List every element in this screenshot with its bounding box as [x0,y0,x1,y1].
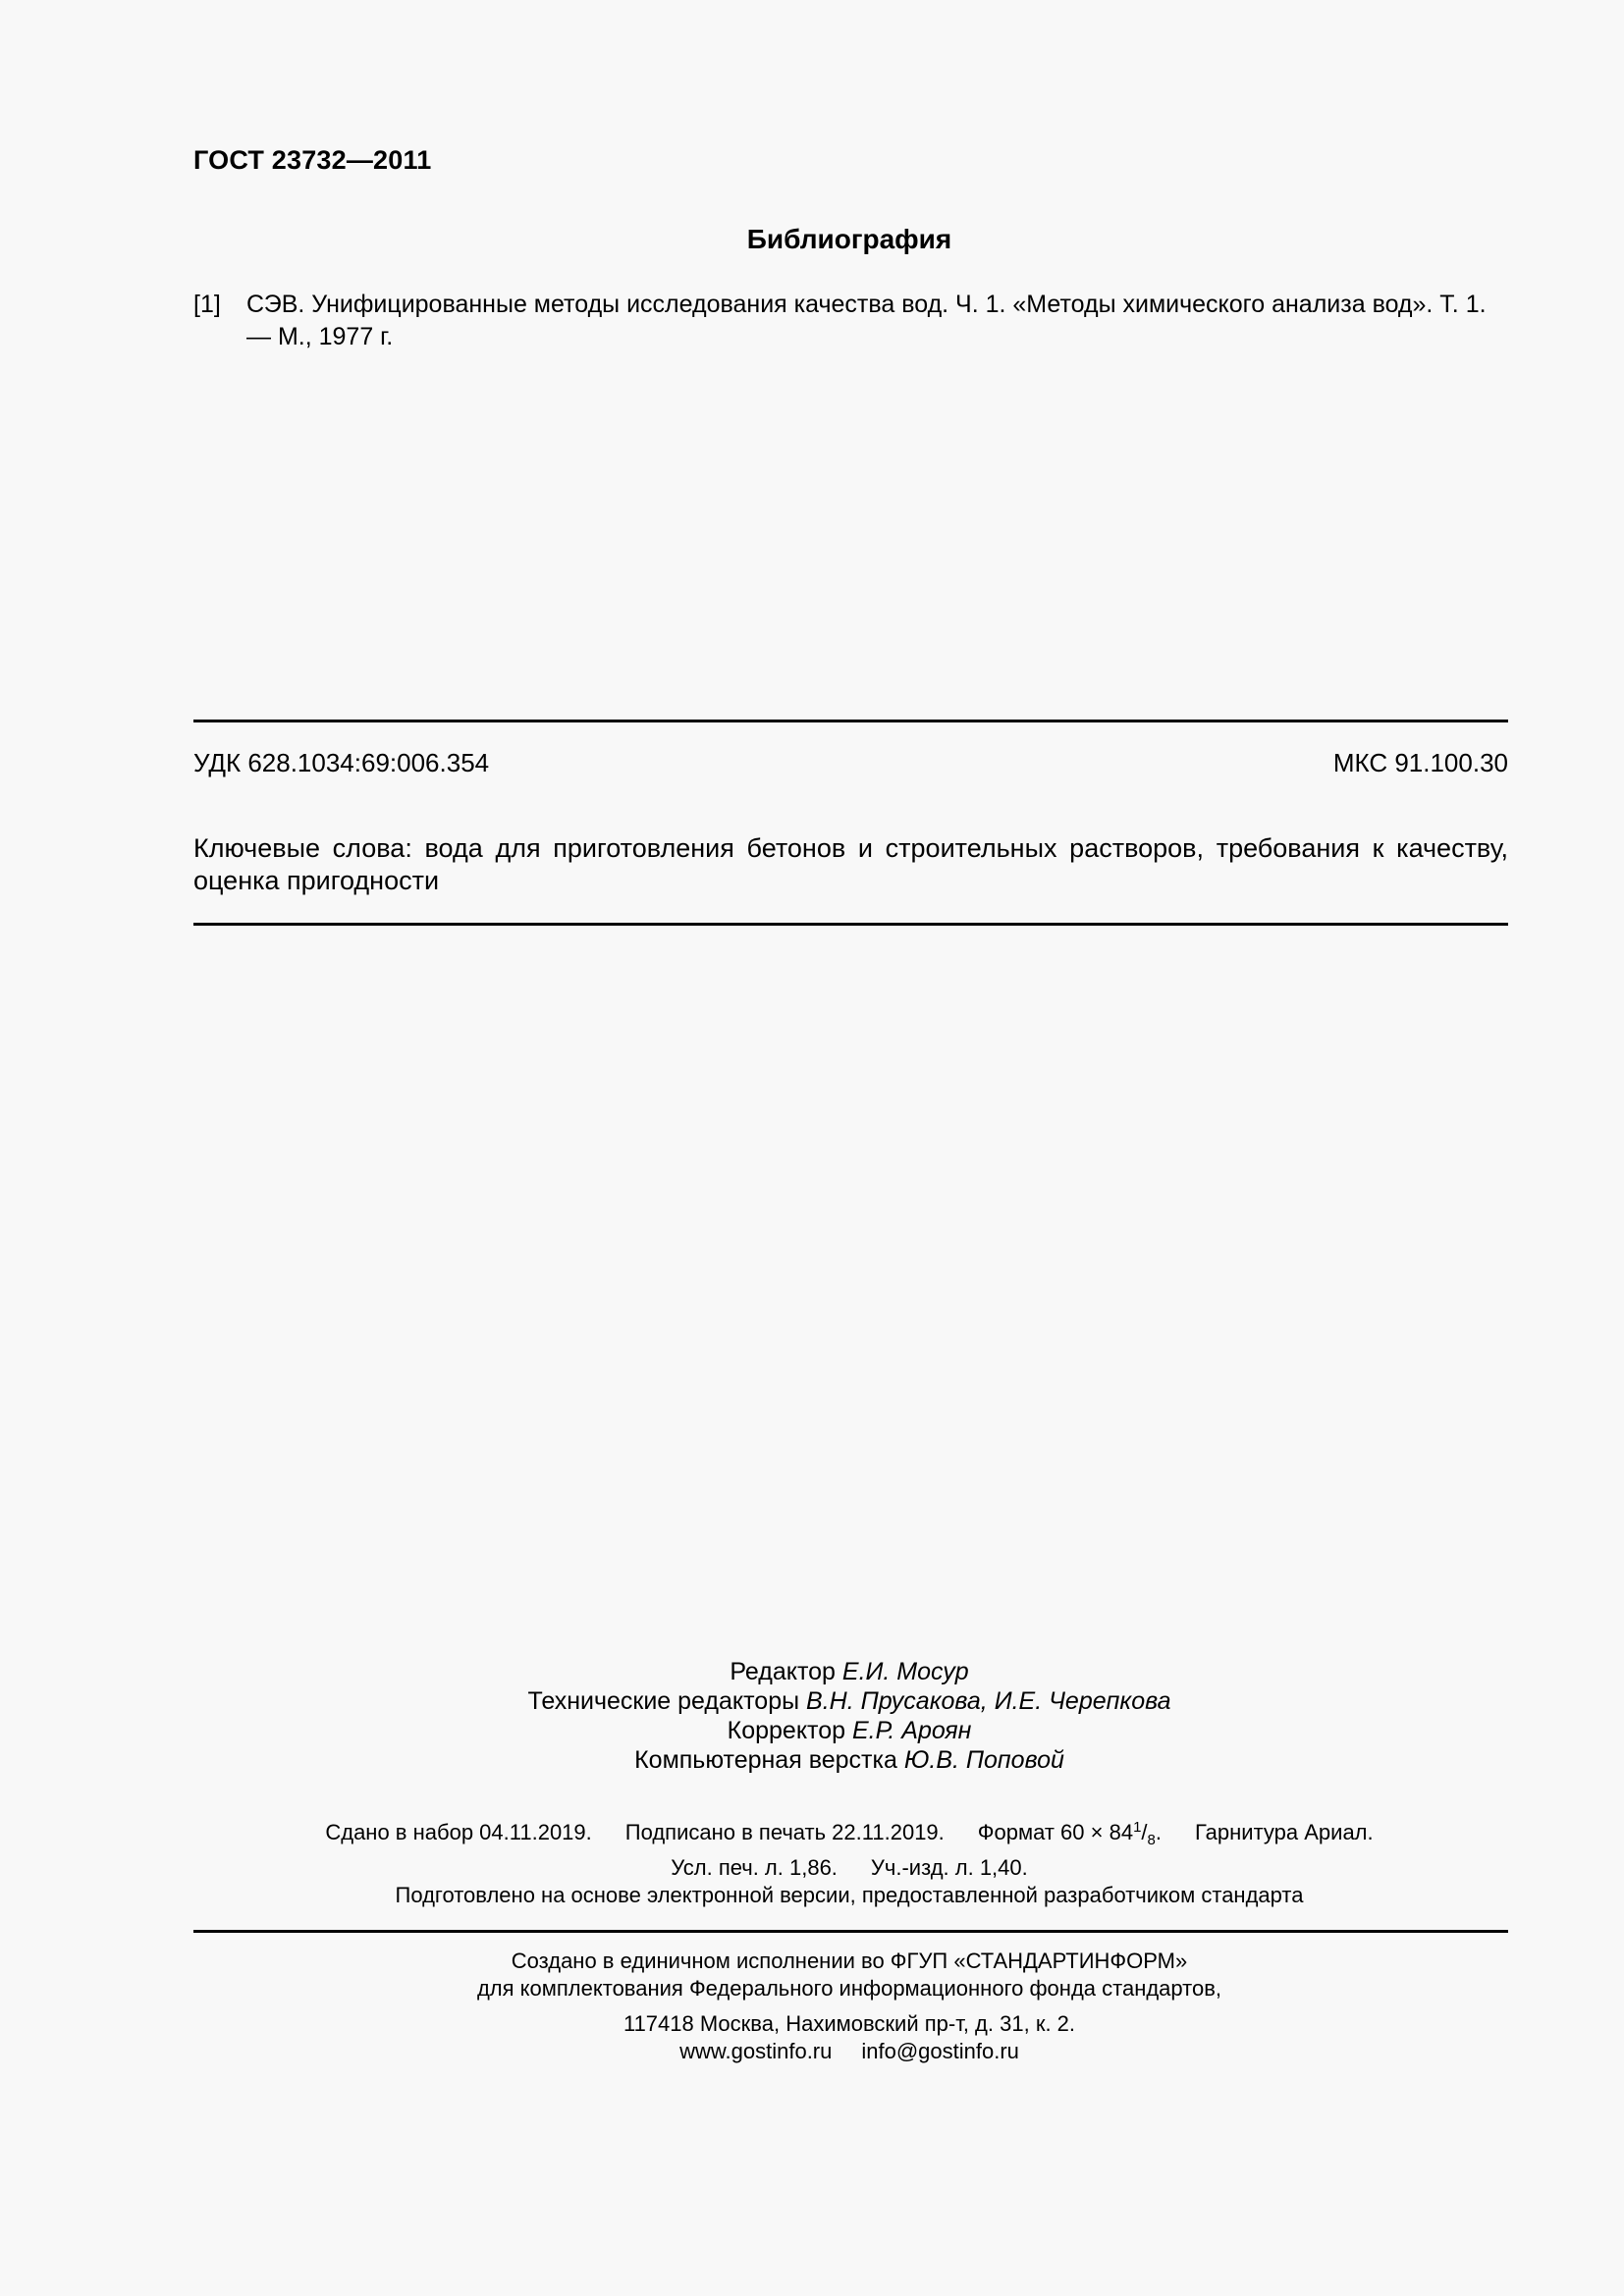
footer-website[interactable]: www.gostinfo.ru [679,2039,833,2063]
footer-line-1: Создано в единичном исполнении во ФГУП «СТАНДАРТИНФОРМ» [511,1949,1188,1973]
credit-layout-name: Ю.В. Поповой [903,1746,1064,1774]
footer-contacts [37,2038,1624,2065]
credit-layout [37,1745,1624,1775]
print-info-line-1 [37,1814,1624,1854]
footer-address: 117418 Москва, Нахимовский пр-т, д. 31, к. 2. [623,2011,1076,2036]
bibliography-title [0,224,1624,255]
publisher-footer [0,1948,1624,2065]
signed-date: Подписано в печать 22.11.2019. [624,1820,945,1844]
bibliography-title-text: Библиография [746,224,952,254]
udk-code: УДК 628.1034:69:006.354 [193,748,490,777]
typeface: Гарнитура Ариал. [1195,1820,1374,1844]
credit-tech-editors-label: Технические редакторы [527,1687,800,1715]
credit-editor-label: Редактор [730,1658,836,1685]
divider-top [193,720,1508,722]
credit-corrector-label: Корректор [727,1717,846,1744]
print-sheets: Усл. печ. л. 1,86. [671,1855,838,1880]
footer-line-2: для комплектования Федерального информационного фонда стандартов, [476,1976,1222,2001]
print-info [0,1814,1624,1882]
credit-corrector [37,1716,1624,1745]
credit-tech-editors [37,1686,1624,1716]
credit-tech-editors-names: В.Н. Прусакова, И.Е. Черепкова [806,1687,1171,1715]
divider-middle [193,923,1508,926]
prepared-note [0,1883,1624,1908]
paper-format-denominator: 8 [1147,1832,1156,1848]
prepared-note-text: Подготовлено на основе электронной версии, предоставленной разработчиком стандарта [395,1883,1304,1907]
bibliography-entry-text: СЭВ. Унифицированные методы исследования качества вод. Ч. 1. «Методы химического анализа вод». Т. 1. — М., 1977 г. [246,291,1487,350]
credit-corrector-name: Е.Р. Ароян [851,1717,972,1744]
bibliography-entry [193,289,1509,353]
credits-block [0,1657,1624,1775]
paper-format-prefix: Формат 60 × 84 [977,1820,1134,1844]
submitted-date: Сдано в набор 04.11.2019. [325,1820,592,1844]
edit-sheets: Уч.-изд. л. 1,40. [870,1855,1028,1880]
paper-format-numerator: 1 [1133,1819,1142,1836]
bibliography-entry-number: [1] [193,291,221,318]
credit-editor [37,1657,1624,1686]
credit-layout-label: Компьютерная верстка [634,1746,897,1774]
paper-format-suffix: . [1155,1820,1162,1844]
mks-code: МКС 91.100.30 [1332,748,1508,777]
document-code: ГОСТ 23732—2011 [193,145,432,175]
paper-format: Формат $60 \times 84^1/_8$. [977,1819,1162,1848]
keywords: Ключевые слова: вода для приготовления бетонов и строительных растворов, требования к качеству, оценка пригодности [193,833,1508,895]
footer-email[interactable]: info@gostinfo.ru [861,2039,1019,2063]
divider-footer [193,1930,1508,1933]
credit-editor-name: Е.И. Мосур [841,1658,969,1685]
print-info-line-2 [37,1854,1624,1882]
